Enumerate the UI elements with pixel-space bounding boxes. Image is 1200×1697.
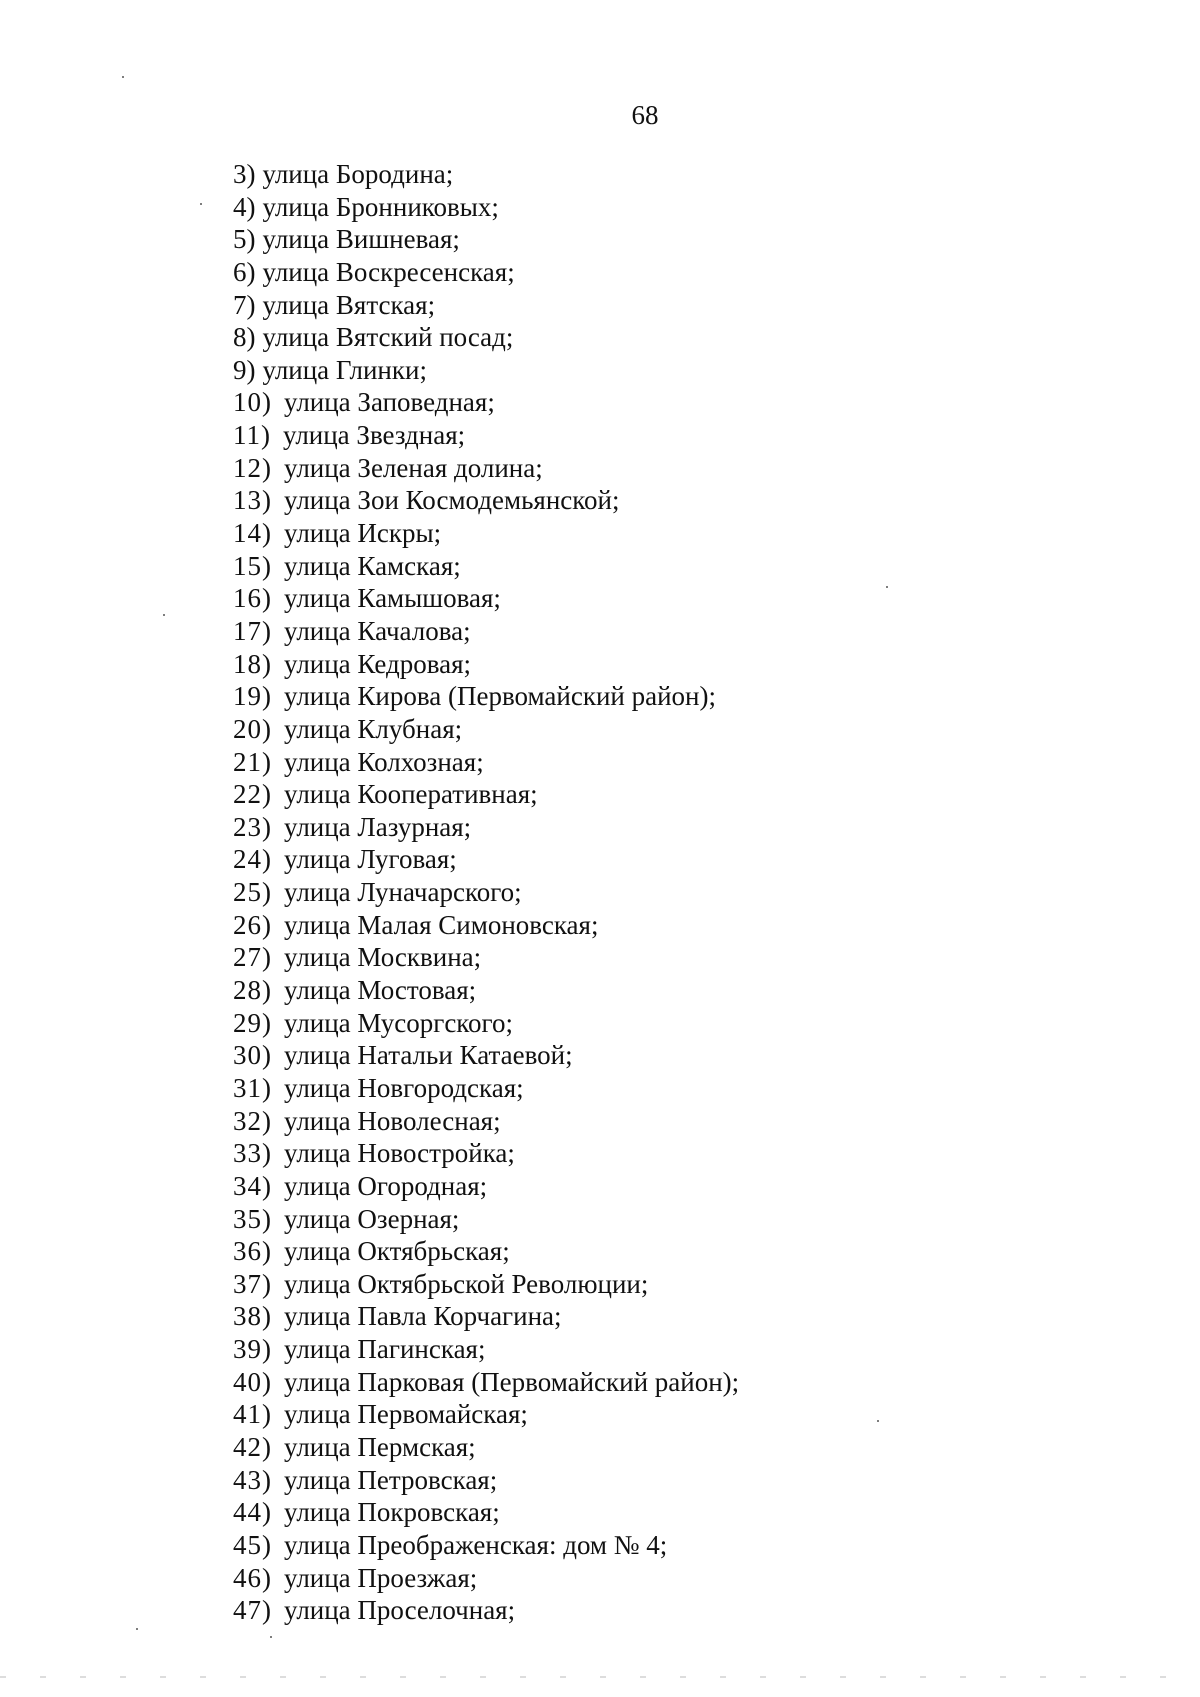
- scan-speck: [886, 586, 888, 588]
- list-item: [233, 909, 739, 942]
- list-item: [233, 1333, 739, 1366]
- list-item-street-name: улица Зеленая долина;: [284, 452, 543, 483]
- list-item-number: 37): [233, 1268, 272, 1299]
- list-item: [233, 256, 739, 289]
- list-item-street-name: улица Камская;: [284, 550, 461, 581]
- list-item-number: 10): [233, 387, 272, 418]
- list-item-number: 13): [233, 485, 272, 516]
- list-item-number: 45): [233, 1529, 272, 1560]
- list-item-street-name: улица Вишневая;: [262, 224, 460, 255]
- list-item-street-name: улица Заповедная;: [284, 387, 495, 418]
- list-item: [233, 1398, 739, 1431]
- list-item-street-name: улица Кооперативная;: [284, 779, 538, 810]
- list-item: [233, 484, 739, 517]
- list-item-street-name: улица Проселочная;: [284, 1595, 516, 1626]
- list-item-street-name: улица Павла Корчагина;: [284, 1301, 562, 1332]
- list-item-street-name: улица Покровская;: [284, 1497, 500, 1528]
- list-item-street-name: улица Петровская;: [284, 1464, 498, 1495]
- list-item-street-name: улица Кедровая;: [284, 648, 472, 679]
- list-item-street-name: улица Октябрьской Революции;: [284, 1268, 649, 1299]
- list-item-street-name: улица Москвина;: [284, 942, 482, 973]
- list-item-street-name: улица Натальи Катаевой;: [284, 1040, 573, 1071]
- list-item: [233, 974, 739, 1007]
- list-item-street-name: улица Преображенская: дом № 4;: [284, 1529, 668, 1560]
- list-item: [233, 158, 739, 191]
- list-item-street-name: улица Бронниковых;: [262, 191, 499, 222]
- list-item-number: 22): [233, 779, 272, 810]
- list-item: [233, 1496, 739, 1529]
- scan-edge-noise: [0, 1676, 1200, 1678]
- list-item: [233, 811, 739, 844]
- list-item: [233, 1170, 739, 1203]
- list-item-street-name: улица Озерная;: [284, 1203, 460, 1234]
- list-item: [233, 321, 739, 354]
- list-item-number: 41): [233, 1399, 272, 1430]
- list-item-street-name: улица Клубная;: [284, 713, 463, 744]
- list-item-number: 46): [233, 1562, 272, 1593]
- list-item-street-name: улица Первомайская;: [284, 1399, 528, 1430]
- list-item-number: 18): [233, 648, 272, 679]
- list-item: [233, 778, 739, 811]
- list-item-street-name: улица Воскресенская;: [262, 256, 515, 287]
- list-item: [233, 1431, 739, 1464]
- list-item-street-name: улица Новолесная;: [284, 1105, 501, 1136]
- list-item-number: 17): [233, 615, 272, 646]
- list-item-number: 5): [233, 224, 256, 255]
- list-item-number: 6): [233, 256, 256, 287]
- list-item-street-name: улица Бородина;: [262, 159, 454, 189]
- list-item-number: 34): [233, 1170, 272, 1201]
- list-item-number: 31): [233, 1072, 272, 1103]
- street-list: [233, 158, 739, 1627]
- list-item-street-name: улица Глинки;: [262, 354, 427, 385]
- list-item-street-name: улица Искры;: [284, 518, 442, 549]
- list-item-number: 28): [233, 975, 272, 1006]
- list-item-number: 39): [233, 1334, 272, 1365]
- list-item-number: 14): [233, 518, 272, 549]
- list-item: [233, 746, 739, 779]
- list-item-number: 32): [233, 1105, 272, 1136]
- list-item-street-name: улица Парковая (Первомайский район);: [284, 1366, 740, 1397]
- list-item-number: 12): [233, 452, 272, 483]
- list-item: [233, 1007, 739, 1040]
- list-item-number: 42): [233, 1431, 272, 1462]
- list-item-number: 9): [233, 354, 256, 385]
- list-item-number: 35): [233, 1203, 272, 1234]
- list-item-street-name: улица Октябрьская;: [284, 1236, 510, 1267]
- list-item-number: 33): [233, 1138, 272, 1169]
- list-item: [233, 550, 739, 583]
- list-item: [233, 223, 739, 256]
- list-item-number: 11): [233, 420, 271, 451]
- list-item-street-name: улица Колхозная;: [284, 746, 484, 777]
- list-item-number: 23): [233, 811, 272, 842]
- list-item-number: 26): [233, 909, 272, 940]
- list-item: [233, 1235, 739, 1268]
- list-item-number: 7): [233, 289, 256, 320]
- list-item-street-name: улица Новгородская;: [284, 1072, 524, 1103]
- list-item: [233, 1137, 739, 1170]
- list-item: [233, 1300, 739, 1333]
- scan-speck: [270, 1636, 272, 1638]
- list-item: [233, 941, 739, 974]
- scan-speck: [163, 614, 165, 616]
- list-item-street-name: улица Вятский посад;: [262, 322, 514, 353]
- list-item-number: 4): [233, 191, 256, 222]
- list-item-street-name: улица Малая Симоновская;: [284, 909, 599, 940]
- list-item: [233, 615, 739, 648]
- list-item-number: 29): [233, 1007, 272, 1038]
- list-item: [233, 876, 739, 909]
- list-item: [233, 680, 739, 713]
- list-item: [233, 1203, 739, 1236]
- list-item-number: 43): [233, 1464, 272, 1495]
- list-item-number: 3): [233, 159, 256, 189]
- list-item: [233, 843, 739, 876]
- list-item-number: 27): [233, 942, 272, 973]
- list-item-street-name: улица Луначарского;: [284, 877, 522, 908]
- list-item-number: 8): [233, 322, 256, 353]
- list-item-number: 15): [233, 550, 272, 581]
- list-item: [233, 1562, 739, 1595]
- list-item: [233, 1464, 739, 1497]
- scan-speck: [200, 203, 202, 205]
- list-item: [233, 517, 739, 550]
- list-item: [233, 289, 739, 322]
- list-item-number: 25): [233, 877, 272, 908]
- list-item-number: 20): [233, 713, 272, 744]
- list-item-number: 21): [233, 746, 272, 777]
- list-item: [233, 1594, 739, 1627]
- list-item: [233, 1268, 739, 1301]
- list-item: [233, 191, 739, 224]
- list-item-street-name: улица Качалова;: [284, 615, 471, 646]
- list-item: [233, 354, 739, 387]
- list-item: [233, 452, 739, 485]
- list-item: [233, 1105, 739, 1138]
- list-item-number: 44): [233, 1497, 272, 1528]
- list-item-street-name: улица Камышовая;: [284, 583, 501, 614]
- scan-speck: [136, 1628, 138, 1630]
- list-item: [233, 386, 739, 419]
- list-item-number: 36): [233, 1236, 272, 1267]
- list-item-number: 30): [233, 1040, 272, 1071]
- list-item-street-name: улица Проезжая;: [284, 1562, 478, 1593]
- list-item-number: 38): [233, 1301, 272, 1332]
- list-item-number: 16): [233, 583, 272, 614]
- page-number: 68: [631, 100, 659, 130]
- list-item: [233, 1529, 739, 1562]
- list-item-street-name: улица Луговая;: [284, 844, 457, 875]
- list-item: [233, 419, 739, 452]
- list-item: [233, 648, 739, 681]
- list-item-street-name: улица Пагинская;: [284, 1334, 486, 1365]
- list-item-street-name: улица Лазурная;: [284, 811, 472, 842]
- list-item-street-name: улица Кирова (Первомайский район);: [284, 681, 716, 712]
- list-item-street-name: улица Звездная;: [283, 420, 466, 451]
- list-item-street-name: улица Новостройка;: [284, 1138, 515, 1169]
- list-item: [233, 582, 739, 615]
- list-item-street-name: улица Огородная;: [284, 1170, 488, 1201]
- list-item: [233, 1366, 739, 1399]
- list-item-street-name: улица Зои Космодемьянской;: [284, 485, 620, 516]
- list-item-number: 24): [233, 844, 272, 875]
- list-item-street-name: улица Вятская;: [262, 289, 436, 320]
- list-item-number: 40): [233, 1366, 272, 1397]
- list-item-street-name: улица Мусоргского;: [284, 1007, 513, 1038]
- list-item-street-name: улица Мостовая;: [284, 975, 477, 1006]
- list-item: [233, 713, 739, 746]
- list-item-street-name: улица Пермская;: [284, 1431, 476, 1462]
- scan-speck: [877, 1420, 879, 1422]
- list-item: [233, 1072, 739, 1105]
- list-item-number: 47): [233, 1595, 272, 1626]
- list-item-number: 19): [233, 681, 272, 712]
- list-item: [233, 1039, 739, 1072]
- scan-speck: [122, 76, 124, 78]
